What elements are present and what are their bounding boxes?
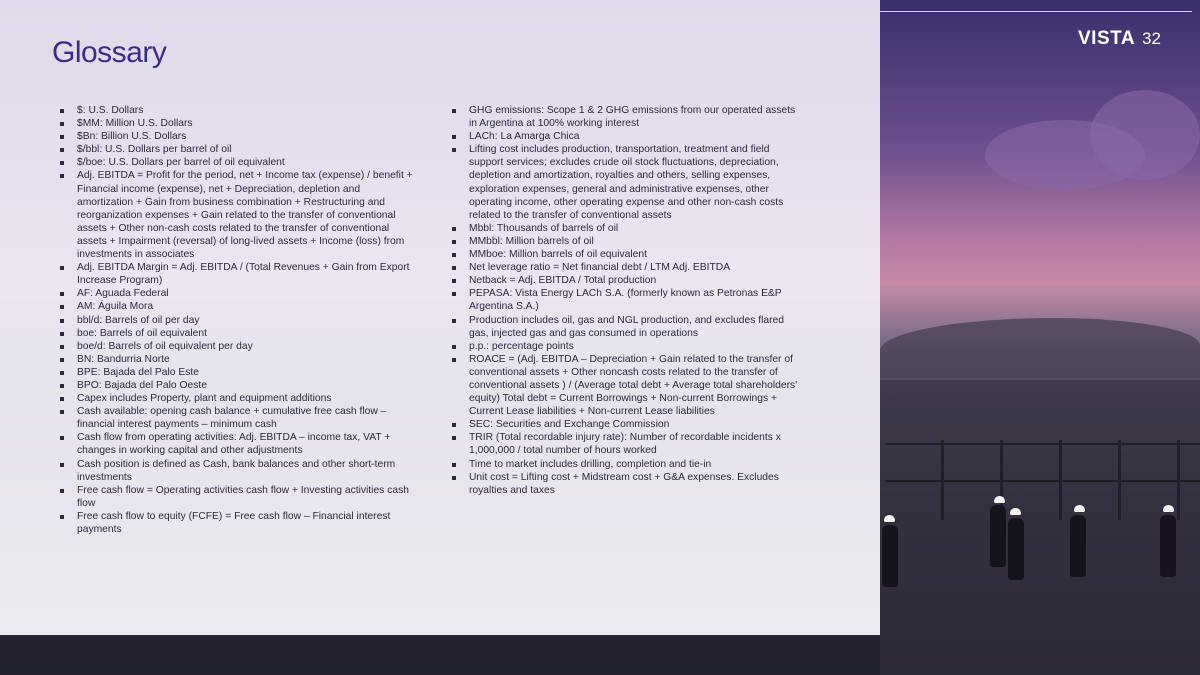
- glossary-item: MMbbl: Million barrels of oil: [450, 235, 800, 248]
- header-rule: [880, 11, 1192, 12]
- glossary-item: bbl/d: Barrels of oil per day: [58, 314, 418, 327]
- glossary-item: p.p.: percentage points: [450, 340, 800, 353]
- worker-figure: [882, 525, 898, 587]
- worker-figure: [1008, 518, 1024, 580]
- worker-figure: [990, 505, 1006, 567]
- worker-figure: [1160, 515, 1176, 577]
- hard-hat: [994, 496, 1005, 503]
- glossary-item: Net leverage ratio = Net financial debt / LTM Adj. EBITDA: [450, 261, 800, 274]
- glossary-item: $/bbl: U.S. Dollars per barrel of oil: [58, 143, 418, 156]
- glossary-item: boe/d: Barrels of oil equivalent per day: [58, 340, 418, 353]
- glossary-item: TRIR (Total recordable injury rate): Number of recordable incidents x 1,000,000 / total number of hours worked: [450, 431, 800, 457]
- glossary-list-left: [58, 104, 418, 536]
- glossary-item: Production includes oil, gas and NGL production, and excludes flared gas, injected gas and gas consumed in operations: [450, 314, 800, 340]
- glossary-item: AM: Águila Mora: [58, 300, 418, 313]
- hard-hat: [884, 515, 895, 522]
- glossary-item: LACh: La Amarga Chica: [450, 130, 800, 143]
- glossary-item: $MM: Million U.S. Dollars: [58, 117, 418, 130]
- glossary-item: Cash flow from operating activities: Adj. EBITDA – income tax, VAT + changes in working capital and other adjustments: [58, 431, 418, 457]
- glossary-item: Mbbl: Thousands of barrels of oil: [450, 222, 800, 235]
- glossary-item: ROACE = (Adj. EBITDA – Depreciation + Gain related to the transfer of conventional assets + Other noncash costs related to the transfer of conventional assets ) / (Average total debt + Average total shareholders' equity) Total debt = Current Borrowings + Non-current Borrowings + Current Lease liabilities + Non-current Lease liabilities: [450, 353, 800, 418]
- glossary-item: MMboe: Million barrels of oil equivalent: [450, 248, 800, 261]
- glossary-list-right: [450, 104, 800, 497]
- glossary-item: $Bn: Billion U.S. Dollars: [58, 130, 418, 143]
- page-number: 32: [1142, 29, 1161, 48]
- glossary-item: boe: Barrels of oil equivalent: [58, 327, 418, 340]
- hard-hat: [1163, 505, 1174, 512]
- glossary-item: AF: Aguada Federal: [58, 287, 418, 300]
- glossary-item: Lifting cost includes production, transportation, treatment and field support services; excludes crude oil stock fluctuations, depreciation, depletion and amortization, royalties and others, selling expenses, exploration expenses, general and administrative expenses, other operating income, other operating expense and other non-cash costs related to the transfer of conventional assets: [450, 143, 800, 222]
- glossary-item: BN: Bandurria Norte: [58, 353, 418, 366]
- glossary-item: SEC: Securities and Exchange Commission: [450, 418, 800, 431]
- glossary-item: BPE: Bajada del Palo Este: [58, 366, 418, 379]
- hard-hat: [1074, 505, 1085, 512]
- glossary-item: PEPASA: Vista Energy LACh S.A. (formerly known as Petronas E&P Argentina S.A.): [450, 287, 800, 313]
- glossary-item: GHG emissions: Scope 1 & 2 GHG emissions from our operated assets in Argentina at 100% working interest: [450, 104, 800, 130]
- glossary-item: $: U.S. Dollars: [58, 104, 418, 117]
- glossary-item: Adj. EBITDA Margin = Adj. EBITDA / (Total Revenues + Gain from Export Increase Program): [58, 261, 418, 287]
- glossary-item: Adj. EBITDA = Profit for the period, net + Income tax (expense) / benefit + Financial income (expense), net + Depreciation, depletion and amortization + Gain from business combination + Restructuring and reorganization expenses + Gain related to the transfer of conventional assets + Other non-cash costs related to the transfer of conventional assets + Impairment (reversal) of long-lived assets + Income (loss) from investments in associates: [58, 169, 418, 261]
- distant-hills: [880, 318, 1200, 378]
- worker-figure: [1070, 515, 1086, 577]
- cloud-shape: [1090, 90, 1200, 180]
- hard-hat: [1010, 508, 1021, 515]
- fence: [885, 440, 1200, 520]
- glossary-item: Free cash flow to equity (FCFE) = Free cash flow – Financial interest payments: [58, 510, 418, 536]
- glossary-item: Capex includes Property, plant and equipment additions: [58, 392, 418, 405]
- glossary-item: Cash available: opening cash balance + cumulative free cash flow – financial interest payments – minimum cash: [58, 405, 418, 431]
- glossary-item: Free cash flow = Operating activities cash flow + Investing activities cash flow: [58, 484, 418, 510]
- glossary-item: Unit cost = Lifting cost + Midstream cost + G&A expenses. Excludes royalties and taxes: [450, 471, 800, 497]
- glossary-item: Netback = Adj. EBITDA / Total production: [450, 274, 800, 287]
- glossary-item: BPO: Bajada del Palo Oeste: [58, 379, 418, 392]
- ground: [880, 380, 1200, 675]
- page-title: Glossary: [52, 36, 167, 69]
- glossary-item: $/boe: U.S. Dollars per barrel of oil equivalent: [58, 156, 418, 169]
- vista-logo: VISTA: [1078, 28, 1136, 49]
- glossary-item: Time to market includes drilling, completion and tie-in: [450, 458, 800, 471]
- glossary-item: Cash position is defined as Cash, bank balances and other short-term investments: [58, 458, 418, 484]
